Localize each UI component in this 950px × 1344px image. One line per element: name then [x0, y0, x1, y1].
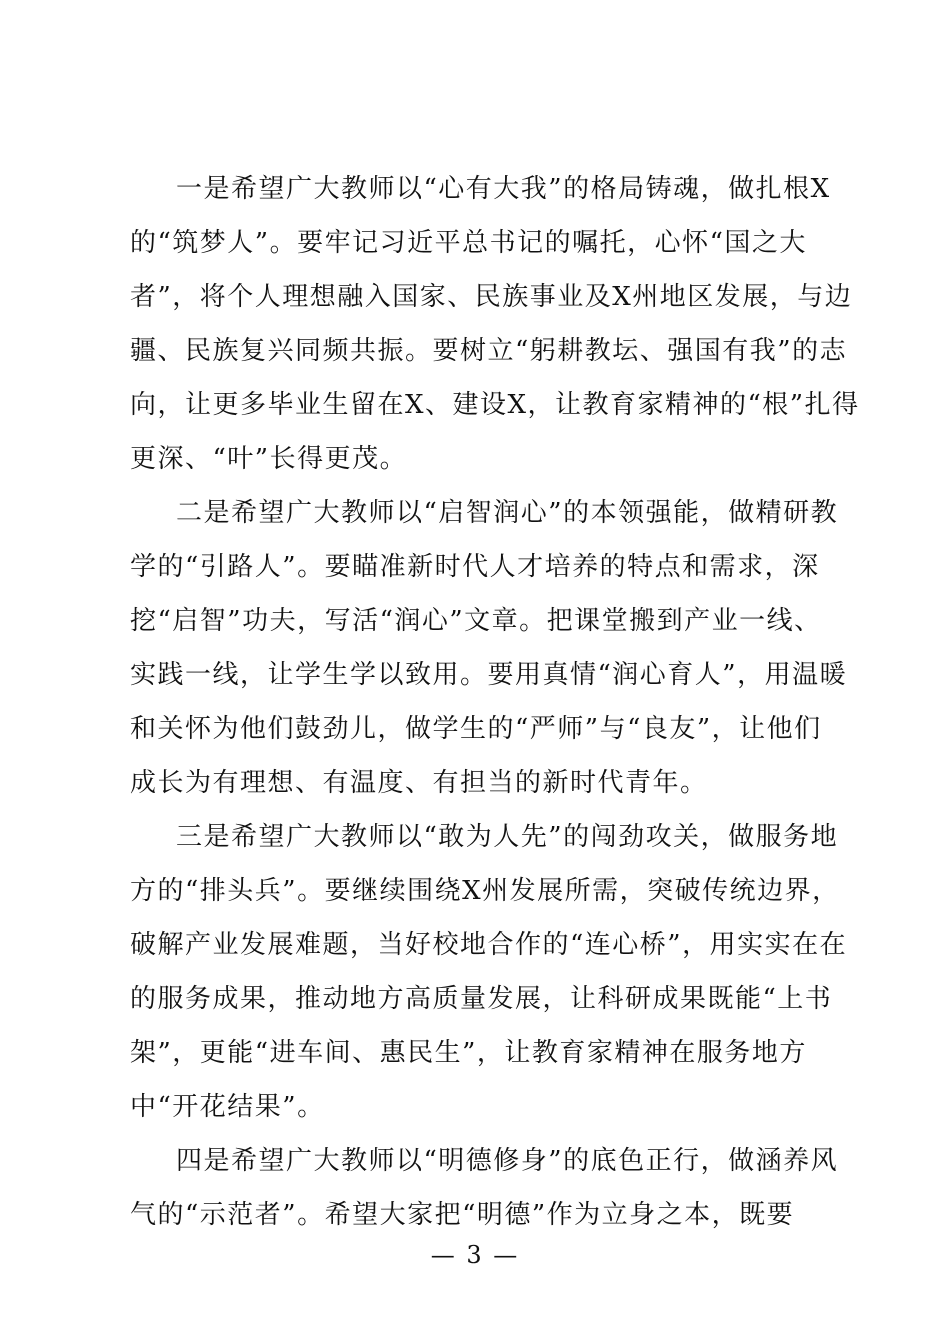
paragraph-2-line-6: 成长为有理想、有温度、有担当的新时代青年。 — [130, 768, 708, 798]
paragraph-3-line-5: 架”，更能“进车间、惠民生”，让教育家精神在服务地方 — [130, 1038, 807, 1068]
paragraph-4-line-2: 气的“示范者”。希望大家把“明德”作为立身之本，既要 — [130, 1200, 795, 1230]
paragraph-3-line-1: 三是希望广大教师以“敢为人先”的闯劲攻关，做服务地 — [176, 822, 839, 852]
body-text — [130, 162, 860, 1242]
paragraph-2-line-3: 挖“启智”功夫，写活“润心”文章。把课堂搬到产业一线、 — [130, 606, 822, 636]
paragraph-1-line-2: 的“筑梦人”。要牢记习近平总书记的嘱托，心怀“国之大 — [130, 228, 807, 258]
paragraph-3-line-6: 中“开花结果”。 — [130, 1092, 325, 1122]
paragraph-1-line-6: 更深、“叶”长得更茂。 — [130, 444, 408, 474]
paragraph-3-line-4: 的服务成果，推动地方高质量发展，让科研成果既能“上书 — [130, 984, 833, 1014]
paragraph-2-line-1: 二是希望广大教师以“启智润心”的本领强能，做精研教 — [176, 498, 839, 528]
paragraph-1-line-3: 者”，将个人理想融入国家、民族事业及X州地区发展，与边 — [130, 282, 853, 312]
paragraph-3-line-2: 方的“排头兵”。要继续围绕X州发展所需，突破传统边界， — [130, 876, 840, 906]
paragraph-2-line-5: 和关怀为他们鼓劲儿，做学生的“严师”与“良友”，让他们 — [130, 714, 822, 744]
paragraph-1-line-4: 疆、民族复兴同频共振。要树立“躬耕教坛、强国有我”的志 — [130, 336, 848, 366]
paragraph-3-line-3: 破解产业发展难题，当好校地合作的“连心桥”，用实实在在 — [130, 930, 848, 960]
paragraph-2-line-4: 实践一线，让学生学以致用。要用真情“润心育人”，用温暖 — [130, 660, 848, 690]
paragraph-1-line-1: 一是希望广大教师以“心有大我”的格局铸魂，做扎根X — [176, 174, 831, 204]
paragraph-2-line-2: 学的“引路人”。要瞄准新时代人才培养的特点和需求，深 — [130, 552, 820, 582]
paragraph-4-line-1: 四是希望广大教师以“明德修身”的底色正行，做涵养风 — [176, 1146, 839, 1176]
page-number: — 3 — — [430, 1241, 520, 1269]
paragraph-1-line-5: 向，让更多毕业生留在X、建设X，让教育家精神的“根”扎得 — [130, 390, 860, 420]
